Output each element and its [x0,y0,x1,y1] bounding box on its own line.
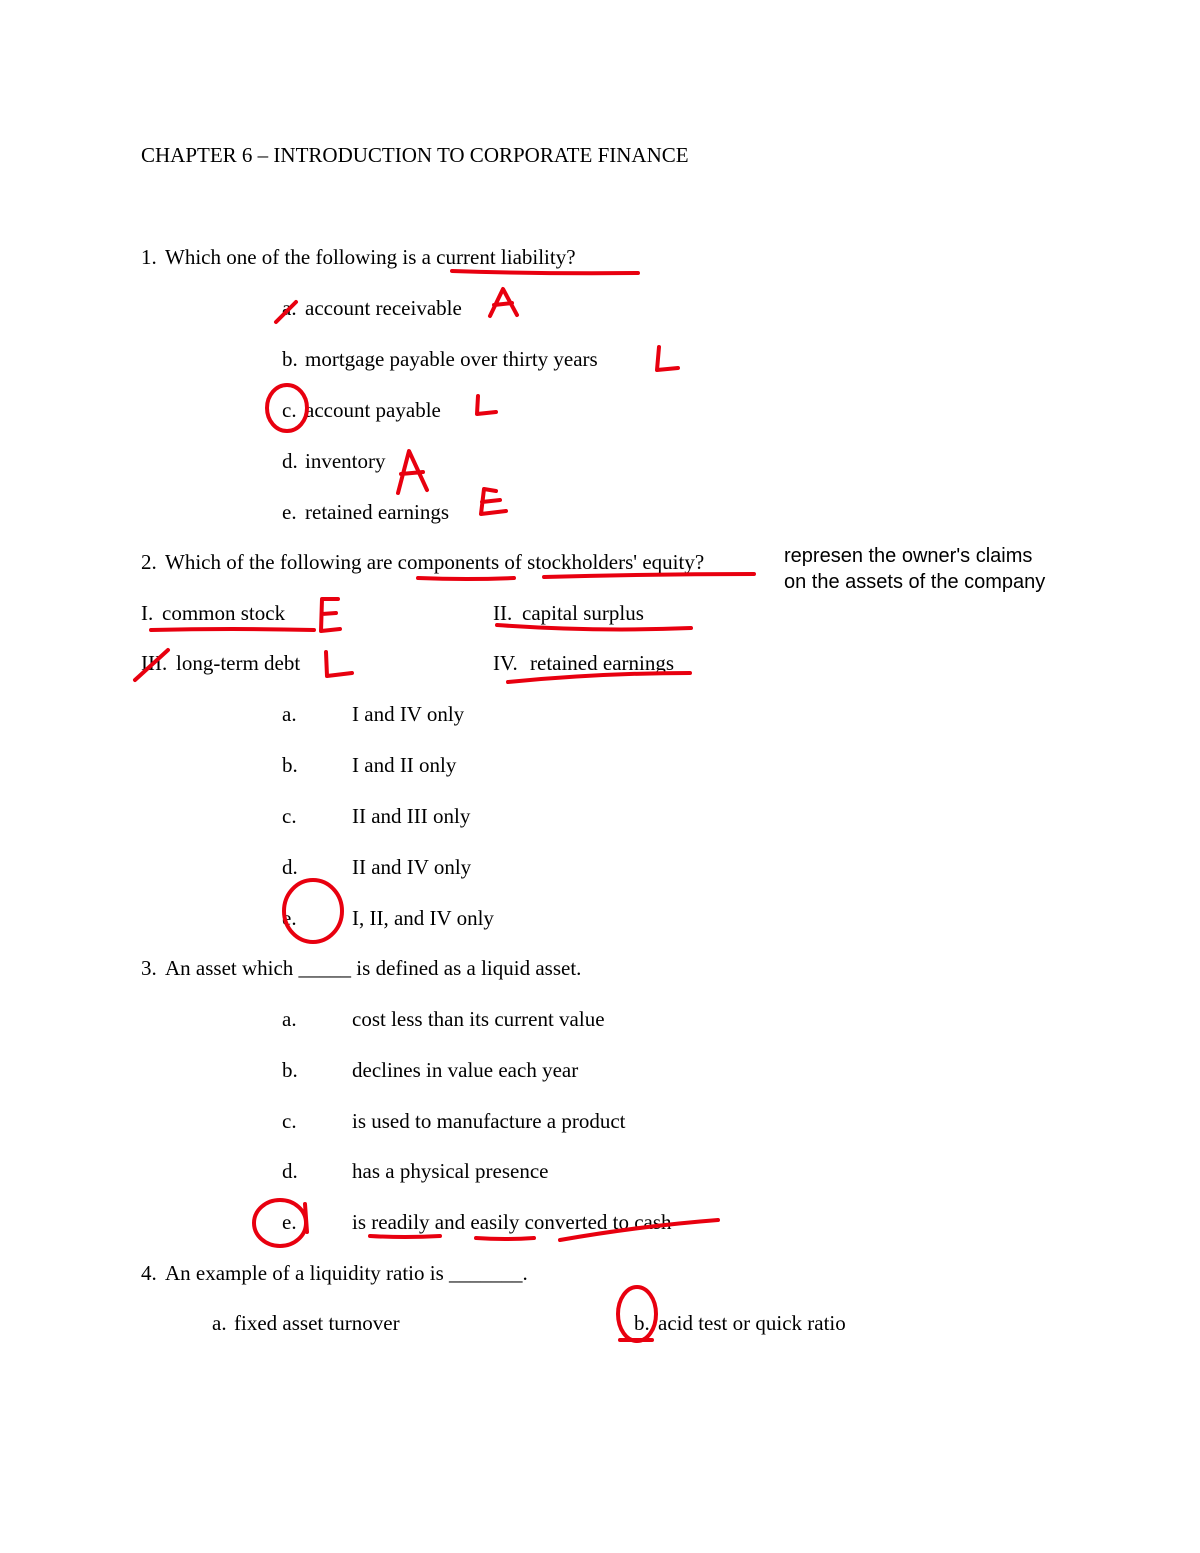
q2-option-e-letter[interactable]: e. [282,906,297,930]
mark-L-q1c [477,396,496,414]
mark-E-q1e [481,489,506,514]
mark-L-q2-iii [326,652,352,676]
q2-item-ii-text: capital surplus [522,601,644,625]
q3-option-d-text[interactable]: has a physical presence [352,1159,549,1183]
q2-item-ii-label: II. [493,601,513,625]
underline-capital-surplus [497,625,691,629]
q2-option-a-text[interactable]: I and IV only [352,702,465,726]
q2-option-c-letter[interactable]: c. [282,804,297,828]
underline-components [418,578,514,579]
q1-option-c-text[interactable]: account payable [305,398,441,422]
check-stroke-q3-e [305,1204,307,1232]
q1-option-e-text[interactable]: retained earnings [305,500,450,524]
handwritten-note-line-2: on the assets of the company [784,571,1046,593]
page-title: CHAPTER 6 – INTRODUCTION TO CORPORATE FINANCE [141,143,689,167]
q1-option-e-letter[interactable]: e. [282,500,297,524]
q3-option-e-letter[interactable]: e. [282,1210,297,1234]
underline-stockholders-equity [544,574,754,577]
selection-circle-q3-e [254,1200,306,1246]
question-1-text: Which one of the following is a current liability? [165,245,576,269]
q3-option-b-text[interactable]: declines in value each year [352,1058,579,1082]
q1-option-b-text[interactable]: mortgage payable over thirty years [305,347,598,371]
q2-item-iv-text: retained earnings [530,651,675,675]
q3-option-a-letter[interactable]: a. [282,1007,297,1031]
q2-item-iii-label: III. [141,651,168,675]
q1-option-d-text[interactable]: inventory [305,449,386,473]
q2-option-d-letter[interactable]: d. [282,855,298,879]
q3-option-c-text[interactable]: is used to manufacture a product [352,1109,626,1133]
q2-item-i-label: I. [141,601,154,625]
underline-readily [370,1236,440,1237]
question-2-text: Which of the following are components of stockholders' equity? [165,550,705,574]
q1-option-d-letter[interactable]: d. [282,449,298,473]
q3-option-c-letter[interactable]: c. [282,1109,297,1133]
q1-option-b-letter[interactable]: b. [282,347,298,371]
q1-option-a-letter[interactable]: a. [282,296,297,320]
mark-E-q2-i [321,599,340,631]
handwritten-note-line-1: represen the owner's claims [784,545,1033,567]
q2-option-b-text[interactable]: I and II only [352,753,457,777]
q1-option-c-letter[interactable]: c. [282,398,297,422]
mark-L-q1b [657,347,678,370]
mark-A-q1d [398,451,427,493]
q2-option-b-letter[interactable]: b. [282,753,298,777]
q2-item-i-text: common stock [162,601,286,625]
q2-option-d-text[interactable]: II and IV only [352,855,472,879]
q1-option-a-text[interactable]: account receivable [305,296,462,320]
underline-current-liability [452,271,638,273]
q4-option-b-letter[interactable]: b. [634,1311,650,1335]
question-2-number: 2. [141,550,157,574]
underline-common-stock [151,629,314,630]
q3-option-b-letter[interactable]: b. [282,1058,298,1082]
q3-option-e-text[interactable]: is readily and easily converted to cash [352,1210,672,1234]
q2-option-c-text[interactable]: II and III only [352,804,471,828]
question-3-number: 3. [141,956,157,980]
underline-easily [476,1238,534,1239]
q4-option-a-letter[interactable]: a. [212,1311,227,1335]
q3-option-a-text[interactable]: cost less than its current value [352,1007,605,1031]
q2-option-a-letter[interactable]: a. [282,702,297,726]
q2-item-iv-label: IV. [493,651,518,675]
question-4-text: An example of a liquidity ratio is _______. [165,1261,528,1285]
q2-option-e-text[interactable]: I, II, and IV only [352,906,494,930]
q4-option-a-text[interactable]: fixed asset turnover [234,1311,400,1335]
q4-option-b-text[interactable]: acid test or quick ratio [658,1311,846,1335]
question-1-number: 1. [141,245,157,269]
q2-item-iii-text: long-term debt [176,651,301,675]
question-4-number: 4. [141,1261,157,1285]
q3-option-d-letter[interactable]: d. [282,1159,298,1183]
question-3-text: An asset which _____ is defined as a liquid asset. [165,956,582,980]
mark-A-q1a [490,289,517,316]
